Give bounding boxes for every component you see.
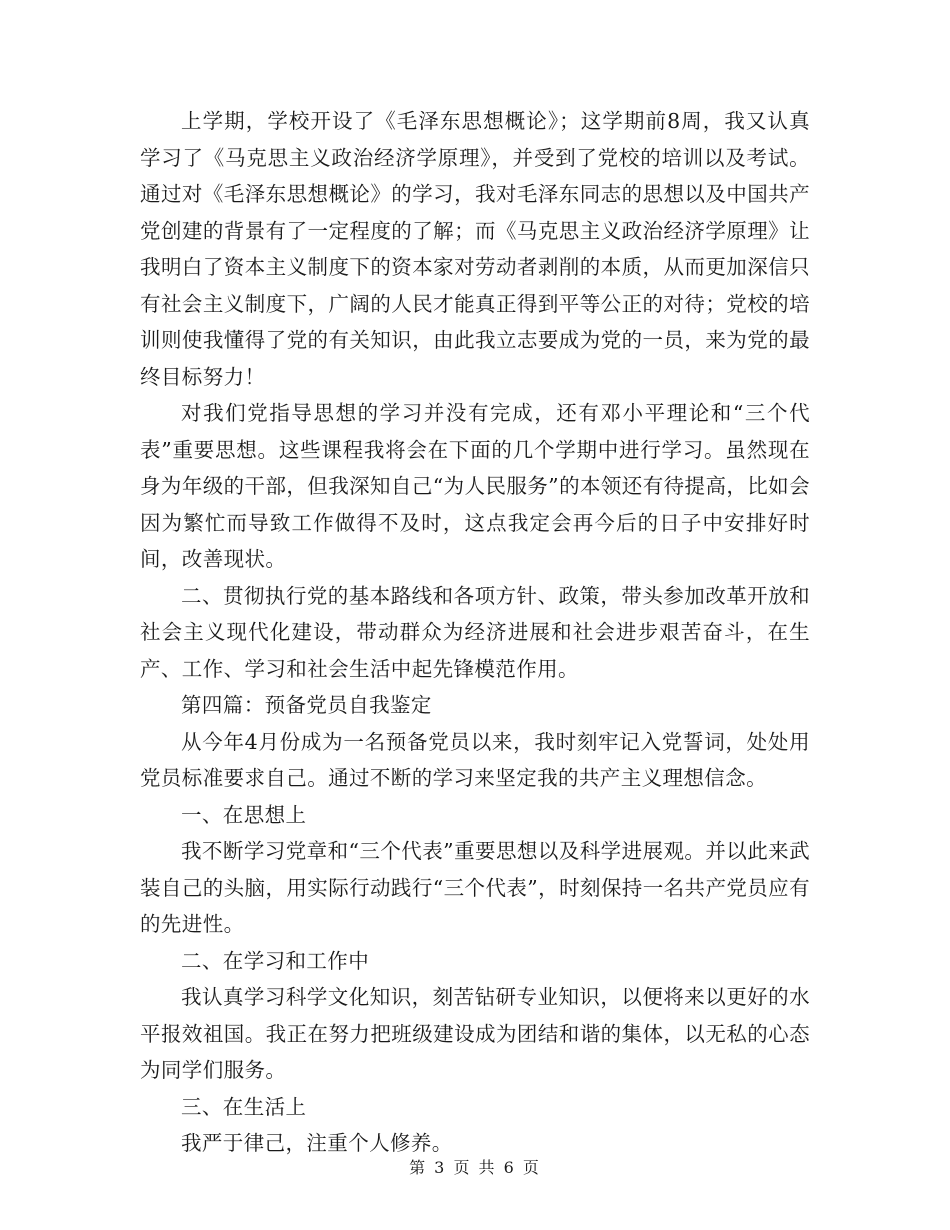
paragraph-course-study: 上学期，学校开设了《毛泽东思想概论》；这学期前8周，我又认真学习了《马克思主义政治经济学原理》，并受到了党校的培训以及考试。通过对《毛泽东思想概论》的学习，我对毛泽东同志的思想以及中国共产党创建的背景有了一定程度的了解；而《马克思主义政治经济学原理》让我明白了资本主义制度下的资本家对劳动者剥削的本质，从而更加深信只有社会主义制度下，广阔的人民才能真正得到平等公正的对待；党校的培训则使我懂得了党的有关知识，由此我立志要成为党的一员，来为党的最终目标努力！	[140, 109, 810, 389]
paragraph-study-work: 我认真学习科学文化知识，刻苦钻研专业知识，以便将来以更好的水平报效祖国。我正在努力把班级建设成为团结和谐的集体，以无私的心态为同学们服务。	[140, 985, 810, 1082]
paragraph-since-april: 从今年4月份成为一名预备党员以来，我时刻牢记入党誓词，处处用党员标准要求自己。通过不断的学习来坚定我的共产主义理想信念。	[140, 729, 810, 790]
subheading-life: 三、在生活上	[181, 1094, 307, 1119]
paragraph-ideology: 我不断学习党章和“三个代表”重要思想以及科学进展观。并以此来武装自己的头脑，用实际行动践行“三个代表”，时刻保持一名共产党员应有的先进性。	[140, 839, 810, 936]
paragraph-life: 我严于律己，注重个人修养。	[181, 1131, 453, 1155]
paragraph-basic-line: 二、贯彻执行党的基本路线和各项方针、政策，带头参加改革开放和社会主义现代化建设，带动群众为经济进展和社会进步艰苦奋斗，在生产、工作、学习和社会生活中起先锋模范作用。	[140, 583, 810, 681]
section-heading-part-four: 第四篇：预备党员自我鉴定	[181, 693, 432, 717]
paragraph-guiding-thought: 对我们党指导思想的学习并没有完成，还有邓小平理论和“三个代表”重要思想。这些课程我将会在下面的几个学期中进行学习。虽然现在身为年级的干部，但我深知自己“为人民服务”的本领还有待提高，比如会因为繁忙而导致工作做得不及时，这点我定会再今后的日子中安排好时间，改善现状。	[140, 401, 810, 571]
document-body	[140, 103, 810, 1162]
subheading-ideology: 一、在思想上	[181, 802, 307, 827]
page-number-footer: 第 3 页 共 6 页	[409, 1158, 541, 1177]
subheading-study-work: 二、在学习和工作中	[181, 948, 370, 973]
